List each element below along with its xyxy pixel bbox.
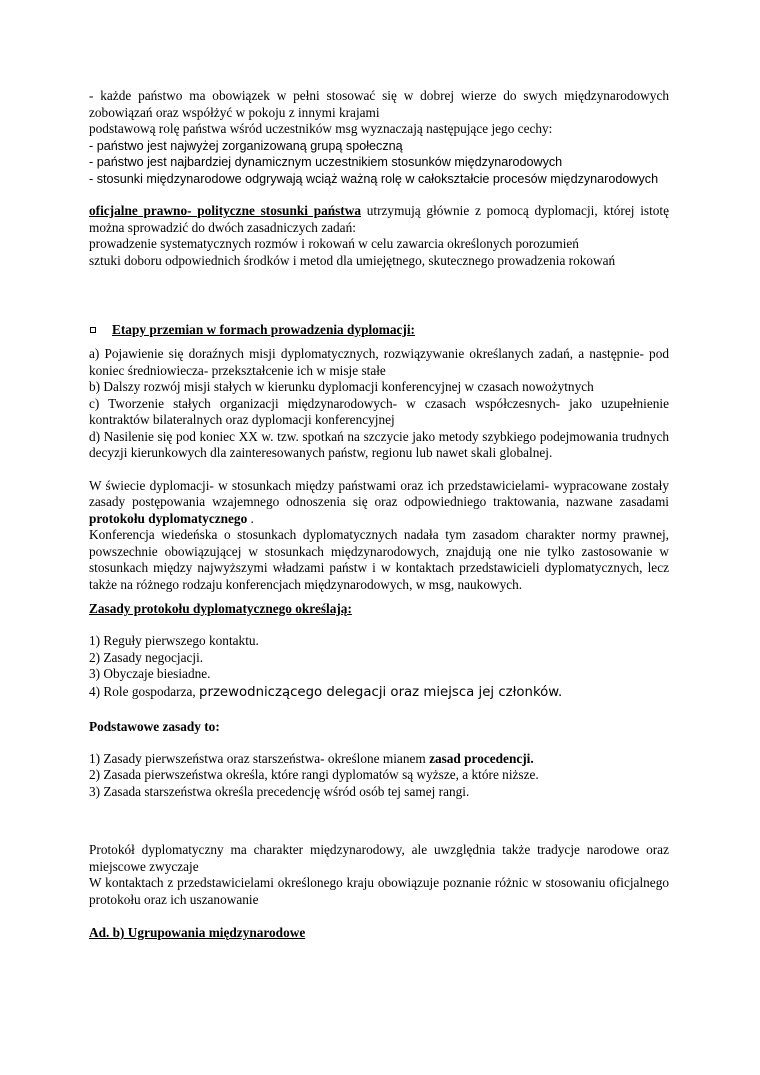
intro-feature-2: - państwo jest najbardziej dynamicznym uczestnikiem stosunków międzynarodowych	[89, 155, 563, 169]
protocol-term: protokołu dyplomatycznego	[89, 510, 248, 526]
document-page	[89, 88, 669, 941]
section-b-heading: Ad. b) Ugrupowania międzynarodowe	[89, 925, 306, 940]
intro-feature-1: - państwo jest najwyżej zorganizowaną grupą społeczną	[89, 138, 403, 153]
rules-heading: Zasady protokołu dyplomatycznego określają:	[89, 601, 352, 616]
square-bullet-icon	[90, 327, 96, 333]
official-relations-text: utrzymują głównie z pomocą dyplomacji, której istotę można sprowadzić do dwóch zasadniczych zadań:	[89, 203, 670, 235]
stage-item-c: c) Tworzenie stałych organizacji międzynarodowych- w czasach współczesnych- jako uzupełnienie kontraktów bilateralnych oraz dyplomacji konferencyjnej	[89, 395, 669, 427]
protocol-end: .	[247, 510, 254, 526]
stage-item-b: b) Dalszy rozwój misji stałych w kierunku dyplomacji konferencyjnej w czasach nowożytnych	[89, 379, 594, 394]
basic-rules-heading: Podstawowe zasady to:	[89, 718, 220, 734]
intro-feature-3: - stosunki międzynarodowe odgrywają wciąż ważną rolę w całokształcie procesów międzynarodowych	[89, 171, 659, 186]
official-relations-term: oficjalne prawno- polityczne stosunki państwa	[89, 203, 361, 218]
closing-paragraph-2: W kontaktach z przedstawicielami określonego kraju obowiązuje poznanie różnic w stosowaniu oficjalnego protokołu oraz ich uszanowanie	[89, 875, 669, 907]
stages-heading-row	[89, 321, 669, 339]
basic-rule-1	[89, 751, 669, 768]
stage-item-d: d) Nasilenie się pod koniec XX w. tzw. spotkań na szczycie jako metody szybkiego podejmowania trudnych decyzji kierunkowych dla zainteresowanych państw, regionu lub nawet skali globalnej.	[89, 428, 669, 460]
basic-rule-1-text: 1) Zasady pierwszeństwa oraz starszeństwa- określone mianem	[89, 750, 430, 766]
stages-heading: Etapy przemian w formach prowadzenia dyplomacji:	[112, 322, 415, 337]
intro-obligation: - każde państwo ma obowiązek w pełni stosować się w dobrej wierze do swych międzynarodowych zobowiązań oraz współżyć w pokoju z innymi krajami	[89, 88, 669, 120]
basic-rule-1-term: zasad procedencji.	[429, 750, 534, 766]
rule-item-3: 3) Obyczaje biesiadne.	[89, 666, 211, 681]
rule-item-4-sans-text: przewodniczącego delegacji oraz miejsca jej członków.	[199, 684, 563, 700]
intro-role: podstawową rolę państwa wśród uczestników msg wyznaczają następujące jego cechy:	[89, 121, 553, 136]
closing-paragraph-1: Protokół dyplomatyczny ma charakter międzynarodowy, ale uwzględnia także tradycje narodowe oraz miejscowe zwyczaje	[89, 842, 669, 874]
rule-item-1: 1) Reguły pierwszego kontaktu.	[89, 633, 259, 648]
rule-item-4	[89, 683, 669, 702]
official-task-1: prowadzenie systematycznych rozmów i rokowań w celu zawarcia określonych porozumień	[89, 236, 579, 251]
stage-item-a: a) Pojawienie się doraźnych misji dyplomatycznych, rozwiązywanie określanych zadań, a następnie- pod koniec średniowiecza- przekształcenie ich w misje stałe	[89, 346, 669, 378]
rule-item-2: 2) Zasady negocjacji.	[89, 649, 204, 665]
official-task-2: sztuki doboru odpowiednich środków i metod dla umiejętnego, skutecznego prowadzenia rokowań	[89, 252, 616, 268]
basic-rule-3: 3) Zasada starszeństwa określa precedencję wśród osób tej samej rangi.	[89, 783, 470, 799]
protocol-text: W świecie dyplomacji- w stosunkach między państwami oraz ich przedstawicielami- wypracowane zostały zasady postępowania wzajemnego odnoszenia się oraz odpowiedniego traktowania, nazwane zasadami	[89, 477, 669, 509]
protocol-paragraph-1	[89, 478, 669, 528]
protocol-paragraph-2: Konferencja wiedeńska o stosunkach dyplomatycznych nadała tym zasadom charakter normy prawnej, powszechnie obowiązującej w stosunkach międzynarodowych, znajdują one nie tylko zastosowanie w stosunkach między najwyższymi władzami państw i w kontaktach przedstawicieli dyplomatycznych, lecz także na różnego rodzaju konferencjach międzynarodowych, w msg, naukowych.	[89, 527, 669, 592]
rule-item-4-text: 4) Role gospodarza,	[89, 683, 200, 699]
official-relations-paragraph	[89, 203, 669, 236]
basic-rule-2: 2) Zasada pierwszeństwa określa, które rangi dyplomatów są wyższe, a które niższe.	[89, 767, 539, 782]
